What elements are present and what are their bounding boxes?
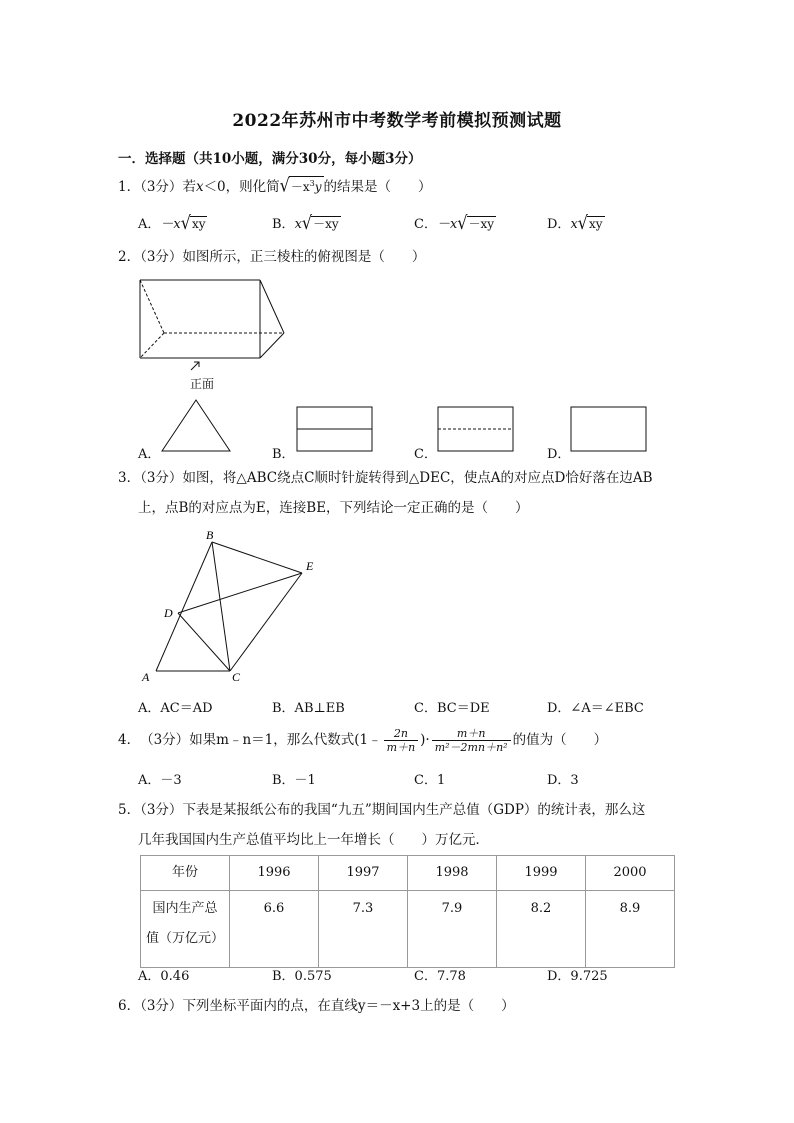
q3-option-b[interactable]: B．AB⊥EB xyxy=(272,701,345,716)
point-c-label: C xyxy=(232,670,241,684)
point-e-label: E xyxy=(306,559,314,573)
page-title: 2022年苏州市中考数学考前模拟预测试题 xyxy=(232,111,562,131)
rectangle-dashed-line-shape xyxy=(437,406,515,454)
table-cell: 7.9 xyxy=(408,891,497,968)
radical-sign: √ xyxy=(301,211,313,234)
radical-sign: √ xyxy=(457,211,468,234)
point-b-label: B xyxy=(206,528,214,542)
gdp-table xyxy=(140,855,675,968)
q1-text-a: 若 xyxy=(182,179,196,195)
q1-option-b[interactable]: B．x√－xy xyxy=(272,211,339,234)
point-a-label: A xyxy=(142,670,150,684)
q4-option-b[interactable]: B．－1 xyxy=(272,773,316,788)
table-header-cell: 1997 xyxy=(319,856,408,891)
radical-sign: √ xyxy=(577,211,588,234)
question-4: 4． （3分） 如果m﹣n＝1，那么代数式(1﹣ $\frac{2n}{m+n}$ )· $\frac{m+n}{\text{m²－2mn＋n²}}$ 的值为（ ） xyxy=(118,726,608,754)
q1-text-b: ＜0，则化简 xyxy=(203,179,280,195)
q1-option-c[interactable]: C．－x√－xy xyxy=(414,211,495,234)
question-5-line-1: 5．（3分）下表是某报纸公布的我国“九五”期间国内生产总值（GDP）的统计表，那么这 xyxy=(118,802,646,818)
q2-option-b[interactable]: B． xyxy=(272,447,295,462)
question-1 xyxy=(118,176,432,196)
q1-number: 1． xyxy=(118,179,141,195)
q5-option-b[interactable]: B．0.575 xyxy=(272,969,332,984)
fraction-2: $\frac{m+n}{\text{m²－2mn＋n²}}$ xyxy=(432,727,511,754)
table-cell: 8.2 xyxy=(497,891,586,968)
table-header-cell: 2000 xyxy=(586,856,675,891)
table-cell: 6.6 xyxy=(230,891,319,968)
q5-option-c[interactable]: C．7.78 xyxy=(414,969,466,984)
section-heading: 一．选择题（共10小题，满分30分，每小题3分） xyxy=(118,151,422,167)
table-row-label: 国内生产总 值（万亿元） xyxy=(141,891,230,968)
prism-figure xyxy=(136,278,296,374)
fraction-1: $\frac{2n}{m+n}$ xyxy=(384,727,419,754)
table-header-cell: 1999 xyxy=(497,856,586,891)
q1-radicand: $-x^3y$ xyxy=(289,176,324,194)
q1-text-c: 的结果是（ ） xyxy=(323,179,432,195)
q5-option-a[interactable]: A．0.46 xyxy=(138,969,190,984)
q4-option-d[interactable]: D．3 xyxy=(547,773,579,788)
q2-option-d[interactable]: D． xyxy=(547,447,571,462)
q2-option-a[interactable]: A． xyxy=(138,447,161,462)
q3-option-d[interactable]: D．∠A＝∠EBC xyxy=(547,701,644,716)
radical-sign: √ xyxy=(180,211,191,234)
rectangle-plain-shape xyxy=(570,406,648,454)
q5-option-d[interactable]: D．9.725 xyxy=(547,969,608,984)
table-header-cell: 年份 xyxy=(141,856,230,891)
table-cell: 8.9 xyxy=(586,891,675,968)
table-row xyxy=(141,856,675,891)
table-row xyxy=(141,891,675,968)
table-header-cell: 1996 xyxy=(230,856,319,891)
q1-option-d[interactable]: D．x√xy xyxy=(547,211,603,234)
q3-option-c[interactable]: C．BC＝DE xyxy=(414,701,490,716)
q1-var-x: x xyxy=(195,179,204,195)
question-5-line-2: 几年我国国内生产总值平均比上一年增长（ ）万亿元． xyxy=(138,832,489,848)
q1-score: （3分） xyxy=(140,179,183,195)
question-3-line-2: 上，点B的对应点为E，连接BE，下列结论一定正确的是（ ） xyxy=(138,500,529,516)
radical-sign: √ xyxy=(279,174,290,197)
question-3-line-1: 3．（3分）如图，将△ABC绕点C顺时针旋转得到△DEC，使点A的对应点D恰好落在边AB xyxy=(118,470,653,486)
q3-option-a[interactable]: A．AC＝AD xyxy=(138,701,213,716)
q4-option-c[interactable]: C．1 xyxy=(414,773,446,788)
triangle-shape xyxy=(160,398,232,454)
rotation-figure xyxy=(136,525,326,690)
q4-option-a[interactable]: A．－3 xyxy=(138,773,182,788)
rectangle-solid-line-shape xyxy=(296,406,374,454)
question-2: 2．（3分）如图所示，正三棱柱的俯视图是（ ） xyxy=(118,249,426,265)
q1-option-a[interactable]: A．－x√xy xyxy=(138,211,206,234)
front-label: 正面 xyxy=(190,377,215,391)
table-cell: 7.3 xyxy=(319,891,408,968)
question-6: 6．（3分）下列坐标平面内的点，在直线y＝－x+3上的是（ ） xyxy=(118,998,515,1014)
q2-option-c[interactable]: C． xyxy=(414,447,437,462)
table-header-cell: 1998 xyxy=(408,856,497,891)
point-d-label: D xyxy=(164,606,173,620)
